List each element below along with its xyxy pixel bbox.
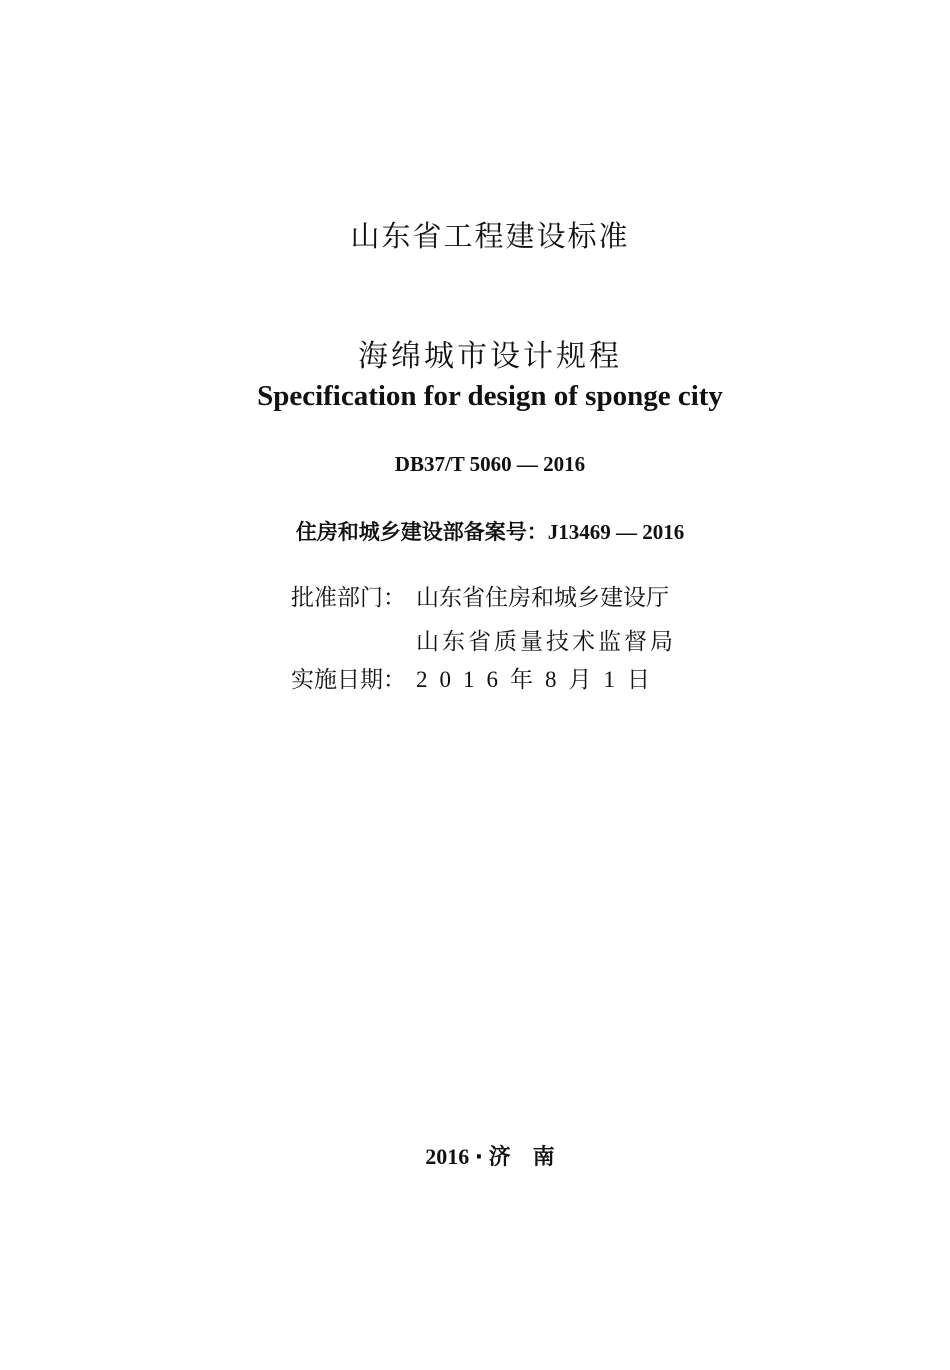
implementation-label: 实施日期： bbox=[291, 667, 406, 692]
standard-number: DB37/T 5060 — 2016 bbox=[394, 452, 586, 476]
approval-row-2 bbox=[291, 626, 676, 658]
title-chinese: 海绵城市设计规程 bbox=[358, 339, 622, 374]
approval-department-2: 山东省质量技术监督局 bbox=[416, 629, 676, 654]
record-number-label: 住房和城乡建设部备案号： bbox=[295, 520, 548, 544]
approval-label: 批准部门： bbox=[291, 585, 406, 610]
implementation-date: 2016年8月1日 bbox=[416, 667, 662, 692]
record-number-line bbox=[15, 516, 950, 546]
implementation-row bbox=[291, 664, 662, 696]
title-english: Specification for design of sponge city bbox=[257, 380, 723, 412]
approval-department-1: 山东省住房和城乡建设厅 bbox=[416, 585, 669, 610]
publication-city-part2: 南 bbox=[532, 1145, 555, 1170]
series-title: 山东省工程建设标准 bbox=[350, 219, 630, 253]
footer-separator: · bbox=[474, 1145, 484, 1170]
publication-year: 2016 bbox=[425, 1144, 470, 1169]
publication-city-part1: 济 bbox=[488, 1145, 511, 1170]
record-number-value: J13469 — 2016 bbox=[547, 520, 685, 544]
approval-row bbox=[291, 582, 669, 614]
publication-footer bbox=[15, 1140, 950, 1171]
